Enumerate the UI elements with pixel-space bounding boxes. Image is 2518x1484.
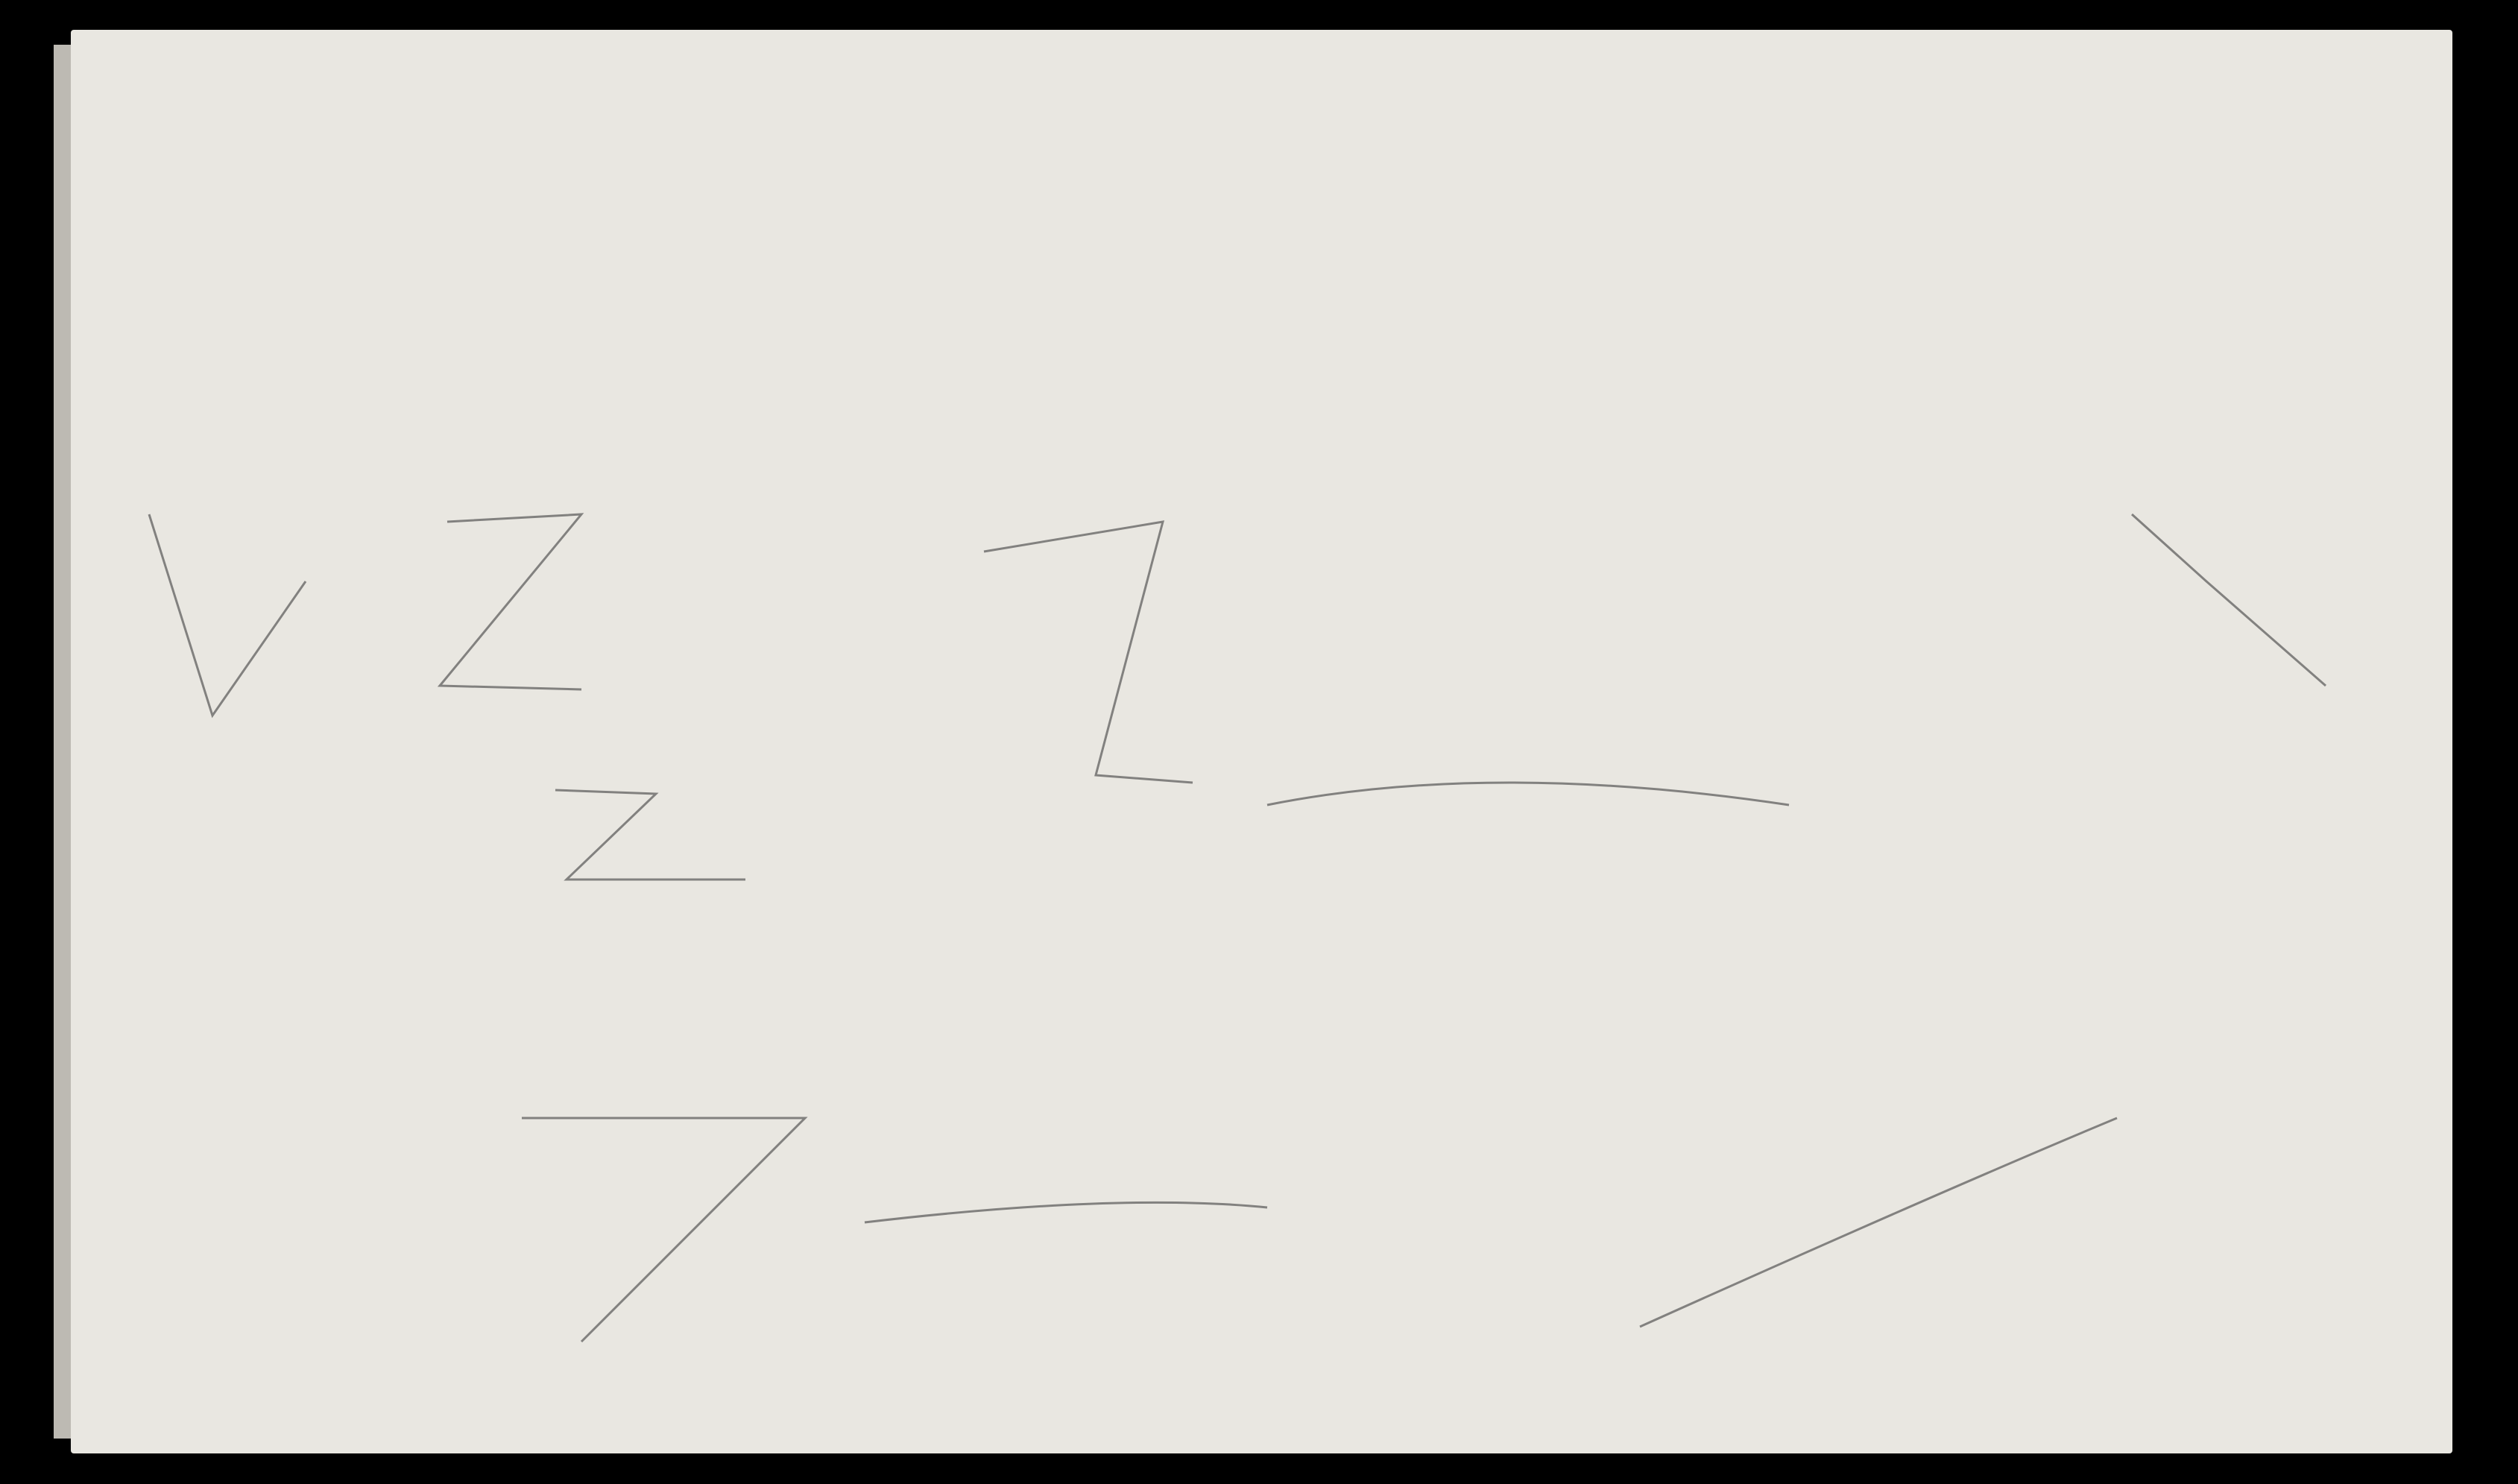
pencil-z-sdacha <box>1640 1118 2117 1327</box>
pencil-mark-workers <box>149 514 306 716</box>
pencil-z-private <box>984 522 1193 783</box>
pencil-z-arenda <box>522 1118 805 1342</box>
pencil-mark-residents <box>2132 514 2326 686</box>
pencil-z-garden <box>555 790 745 880</box>
pencil-stroke-arenda <box>865 1202 1267 1222</box>
pencil-underline <box>1267 783 1789 805</box>
pencil-z-trade <box>440 514 581 689</box>
